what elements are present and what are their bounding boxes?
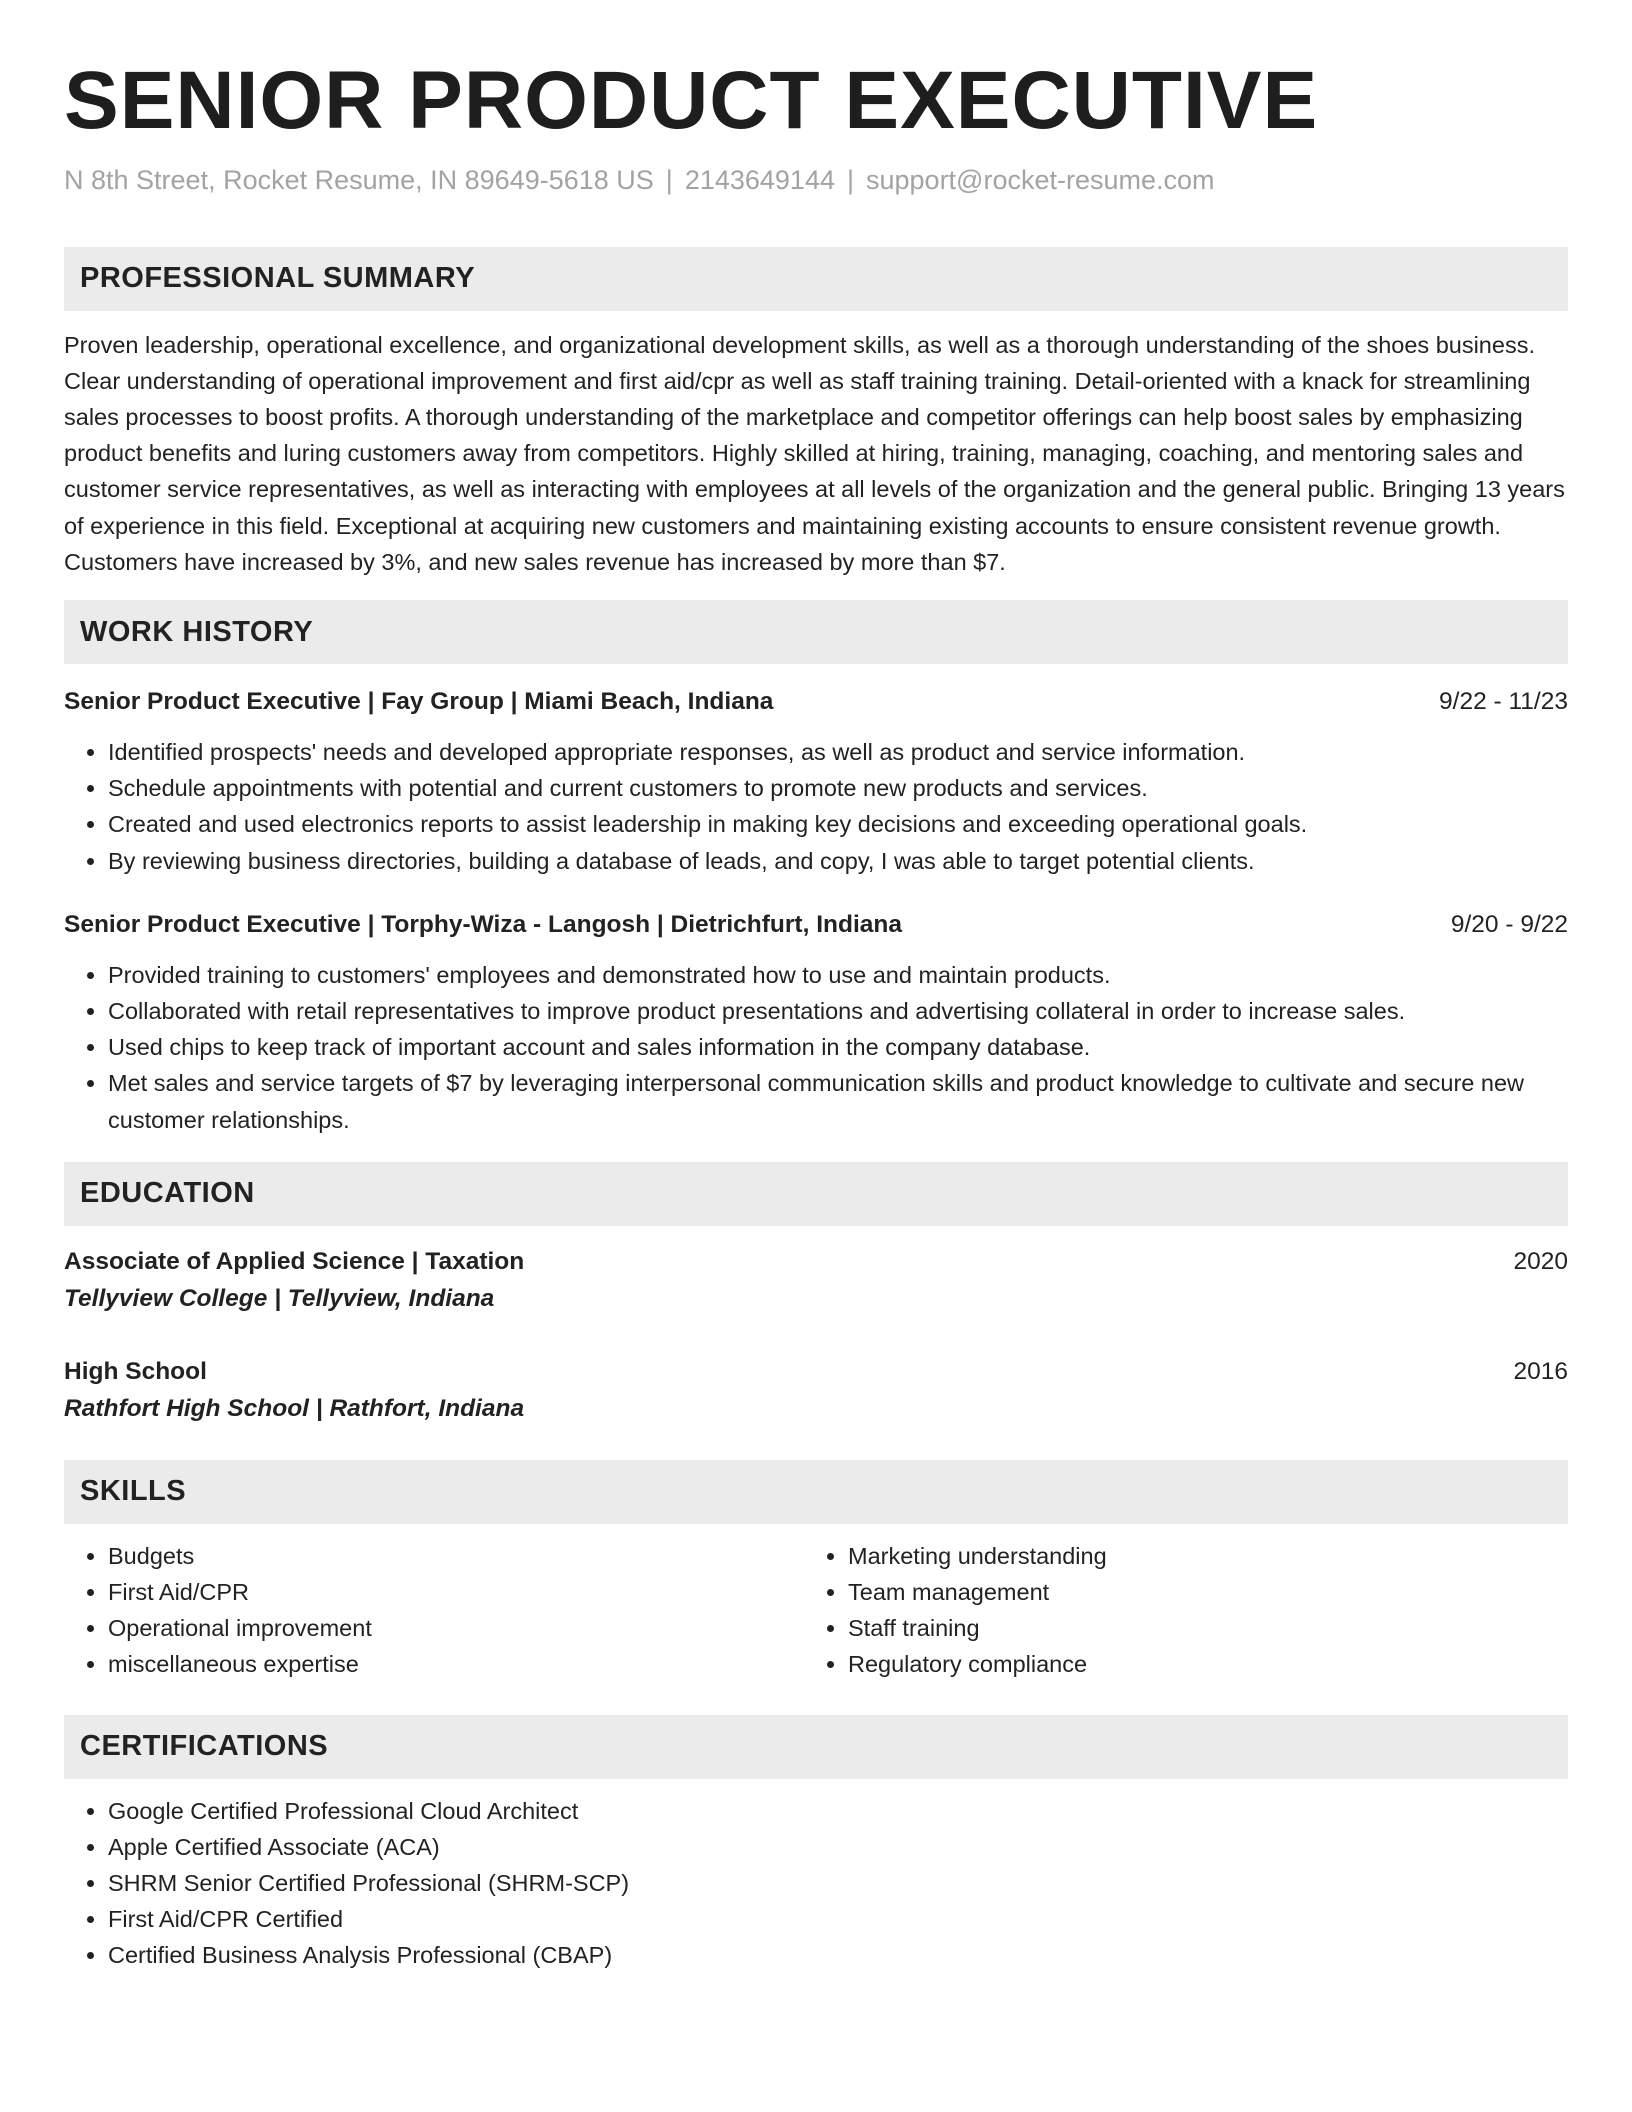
certification-item: • Apple Certified Associate (ACA) [108,1829,1568,1865]
job-bullet: • Met sales and service targets of $7 by leveraging interpersonal communication skills and product knowledge to cultivate and secure new customer relationships. [108,1065,1568,1137]
skill-item: • Staff training [848,1610,1107,1646]
candidate-name: SENIOR PRODUCT EXECUTIVE [64,55,1319,146]
contact-email: support@rocket-resume.com [866,165,1215,196]
skills-column-left [64,1538,804,1683]
education-school: Tellyview College | Tellyview, Indiana [64,1284,495,1312]
work-heading: WORK HISTORY [80,615,314,648]
job-header [64,684,1568,720]
contact-separator: | [665,165,673,196]
education-entry [64,1354,1568,1428]
contact-separator: | [846,165,854,196]
contact-address: N 8th Street, Rocket Resume, IN 89649-5618 US [64,165,654,196]
skill-item: • miscellaneous expertise [108,1646,804,1682]
job-bullets [64,957,1568,1138]
skills-column-right [804,1538,1107,1683]
education-heading: EDUCATION [80,1177,255,1210]
education-section-header [64,1162,1568,1226]
job-bullet: • Used chips to keep track of important account and sales information in the company database. [108,1029,1568,1065]
skills-section-header [64,1460,1568,1524]
education-year: 2020 [1513,1247,1568,1275]
skill-item: • Marketing understanding [848,1538,1107,1574]
job-bullet: • Provided training to customers' employees and demonstrated how to use and maintain products. [108,957,1568,993]
certification-item: • Certified Business Analysis Professional (CBAP) [108,1937,1568,1973]
job-bullet: • Created and used electronics reports to assist leadership in making key decisions and exceeding operational goals. [108,806,1568,842]
skill-item: • First Aid/CPR [108,1574,804,1610]
education-year: 2016 [1513,1357,1568,1385]
contact-phone: 2143649144 [684,165,835,196]
certification-item: • Google Certified Professional Cloud Architect [108,1793,1568,1829]
summary-section-header [64,247,1568,311]
job-dates: 9/20 - 9/22 [1450,910,1568,938]
skill-item: • Regulatory compliance [848,1646,1107,1682]
job-bullets [64,734,1568,879]
job-title: Senior Product Executive | Fay Group | Miami Beach, Indiana [64,688,774,715]
summary-text: Proven leadership, operational excellence, and organizational development skills, as well as a thorough understanding of the shoes business. Clear understanding of operational improvement and first aid/cpr as well as staff training training. Detail-oriented with a knack for streamlining sales processes to boost profits. A thorough understanding of the marketplace and competitor offerings can help boost sales by emphasizing product benefits and luring customers away from competitors. Highly skilled at hiring, training, managing, coaching, and mentoring sales and customer service representatives, as well as interacting with employees at all levels of the organization and the general public. Bringing 13 years of experience in this field. Exceptional at acquiring new customers and maintaining existing accounts to ensure consistent revenue growth. Customers have increased by 3%, and new sales revenue has increased by more than $7. [64,331,1565,575]
job-bullet: • Identified prospects' needs and developed appropriate responses, as well as product and service information. [108,734,1568,770]
certification-item: • First Aid/CPR Certified [108,1901,1568,1937]
education-header [64,1354,1568,1390]
certification-item: • SHRM Senior Certified Professional (SHRM-SCP) [108,1865,1568,1901]
job-dates: 9/22 - 11/23 [1439,688,1568,715]
job-bullet: • Schedule appointments with potential and current customers to promote new products and services. [108,770,1568,806]
skills-heading: SKILLS [80,1475,187,1508]
certifications-heading: CERTIFICATIONS [80,1730,329,1763]
certifications-section-header [64,1715,1568,1779]
job-entry [64,907,1568,1138]
education-school: Rathfort High School | Rathfort, Indiana [64,1394,525,1422]
skill-item: • Operational improvement [108,1610,804,1646]
job-header [64,907,1568,943]
summary-heading: PROFESSIONAL SUMMARY [80,262,476,295]
job-title: Senior Product Executive | Torphy-Wiza - Langosh | Dietrichfurt, Indiana [64,910,902,938]
education-header [64,1244,1568,1280]
work-section-header [64,600,1568,664]
job-bullet: • Collaborated with retail representatives to improve product presentations and advertising collateral in order to increase sales. [108,993,1568,1029]
job-entry [64,684,1568,879]
certifications-list [64,1793,1568,1974]
education-degree: Associate of Applied Science | Taxation [64,1247,525,1275]
contact-line [64,164,1568,196]
skill-item: • Budgets [108,1538,804,1574]
job-bullet: • By reviewing business directories, building a database of leads, and copy, I was able to target potential clients. [108,843,1568,879]
skill-item: • Team management [848,1574,1107,1610]
skills-list [64,1538,1568,1683]
education-degree: High School [64,1357,207,1385]
education-entry [64,1244,1568,1318]
